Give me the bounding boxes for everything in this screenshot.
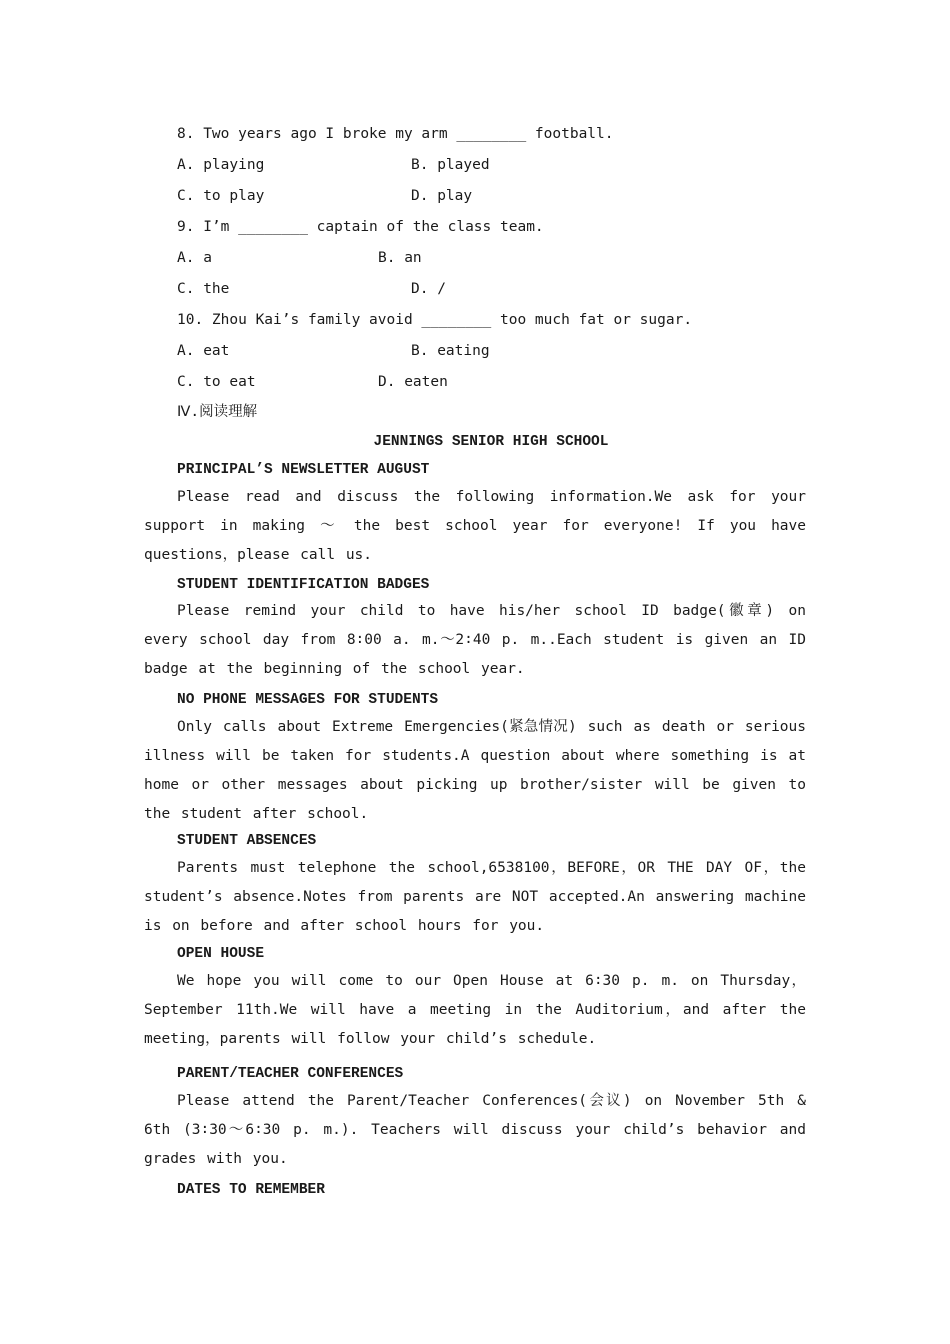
question-9-stem: 9. I’m ________ captain of the class team. xyxy=(177,219,544,235)
question-10-option-a: A. eat xyxy=(177,343,230,359)
question-8-option-b: B. played xyxy=(411,157,490,173)
intro-paragraph: Please read and discuss the following information.We ask for your support in making ～ the best school year for everyone! If you have questions，please call us. xyxy=(144,489,806,563)
newsletter-title: PRINCIPAL’S NEWSLETTER AUGUST xyxy=(177,462,430,478)
section-heading-open-house: OPEN HOUSE xyxy=(177,946,265,962)
section-text-conferences: Please attend the Parent/Teacher Conferences(会议) on November 5th & 6th (3∶30～6∶30 p. m.). Teachers will discuss your child’s behavior and grades with you. xyxy=(144,1093,806,1167)
section-heading-absences: STUDENT ABSENCES xyxy=(177,833,317,849)
section-heading-phone-messages: NO PHONE MESSAGES FOR STUDENTS xyxy=(177,692,439,708)
section-text-phone-messages: Only calls about Extreme Emergencies(紧急情况) such as death or serious illness will be taken for students.A question about where something is at home or other messages about picking up brother/sister will be given to the student after school. xyxy=(144,719,806,822)
question-10-option-c: C. to eat xyxy=(177,374,256,390)
question-8-option-d: D. play xyxy=(411,188,473,204)
question-10-option-d: D. eaten xyxy=(378,374,448,390)
section-heading-conferences: PARENT/TEACHER CONFERENCES xyxy=(177,1066,404,1082)
section-label: Ⅳ.阅读理解 xyxy=(177,404,258,420)
section-heading-badges: STUDENT IDENTIFICATION BADGES xyxy=(177,577,430,593)
section-text-badges: Please remind your child to have his/her school ID badge(徽章) on every school day from 8∶00 a. m.～2∶40 p. m..Each student is given an ID badge at the beginning of the school year. xyxy=(144,603,806,677)
question-8-stem: 8. Two years ago I broke my arm ________ football. xyxy=(177,126,614,142)
question-9-option-a: A. a xyxy=(177,250,212,266)
question-9-option-b: B. an xyxy=(378,250,422,266)
section-heading-dates: DATES TO REMEMBER xyxy=(177,1182,325,1198)
question-10-option-b: B. eating xyxy=(411,343,490,359)
question-8-option-c: C. to play xyxy=(177,188,265,204)
section-text-absences: Parents must telephone the school,6538100，BEFORE，OR THE DAY OF，the student’s absence.Notes from parents are NOT accepted.An answering machine is on before and after school hours for you. xyxy=(144,860,807,934)
question-9-option-c: C. the xyxy=(177,281,230,297)
school-title: JENNINGS SENIOR HIGH SCHOOL xyxy=(373,434,609,450)
section-text-open-house: We hope you will come to our Open House at 6∶30 p. m. on Thursday，September 11th.We will have a meeting in the Auditorium，and after the meeting，parents will follow your child’s schedule. xyxy=(144,973,806,1047)
question-8-option-a: A. playing xyxy=(177,157,265,173)
question-9-option-d: D. / xyxy=(411,281,446,297)
question-10-stem: 10. Zhou Kai’s family avoid ________ too much fat or sugar. xyxy=(177,312,693,328)
